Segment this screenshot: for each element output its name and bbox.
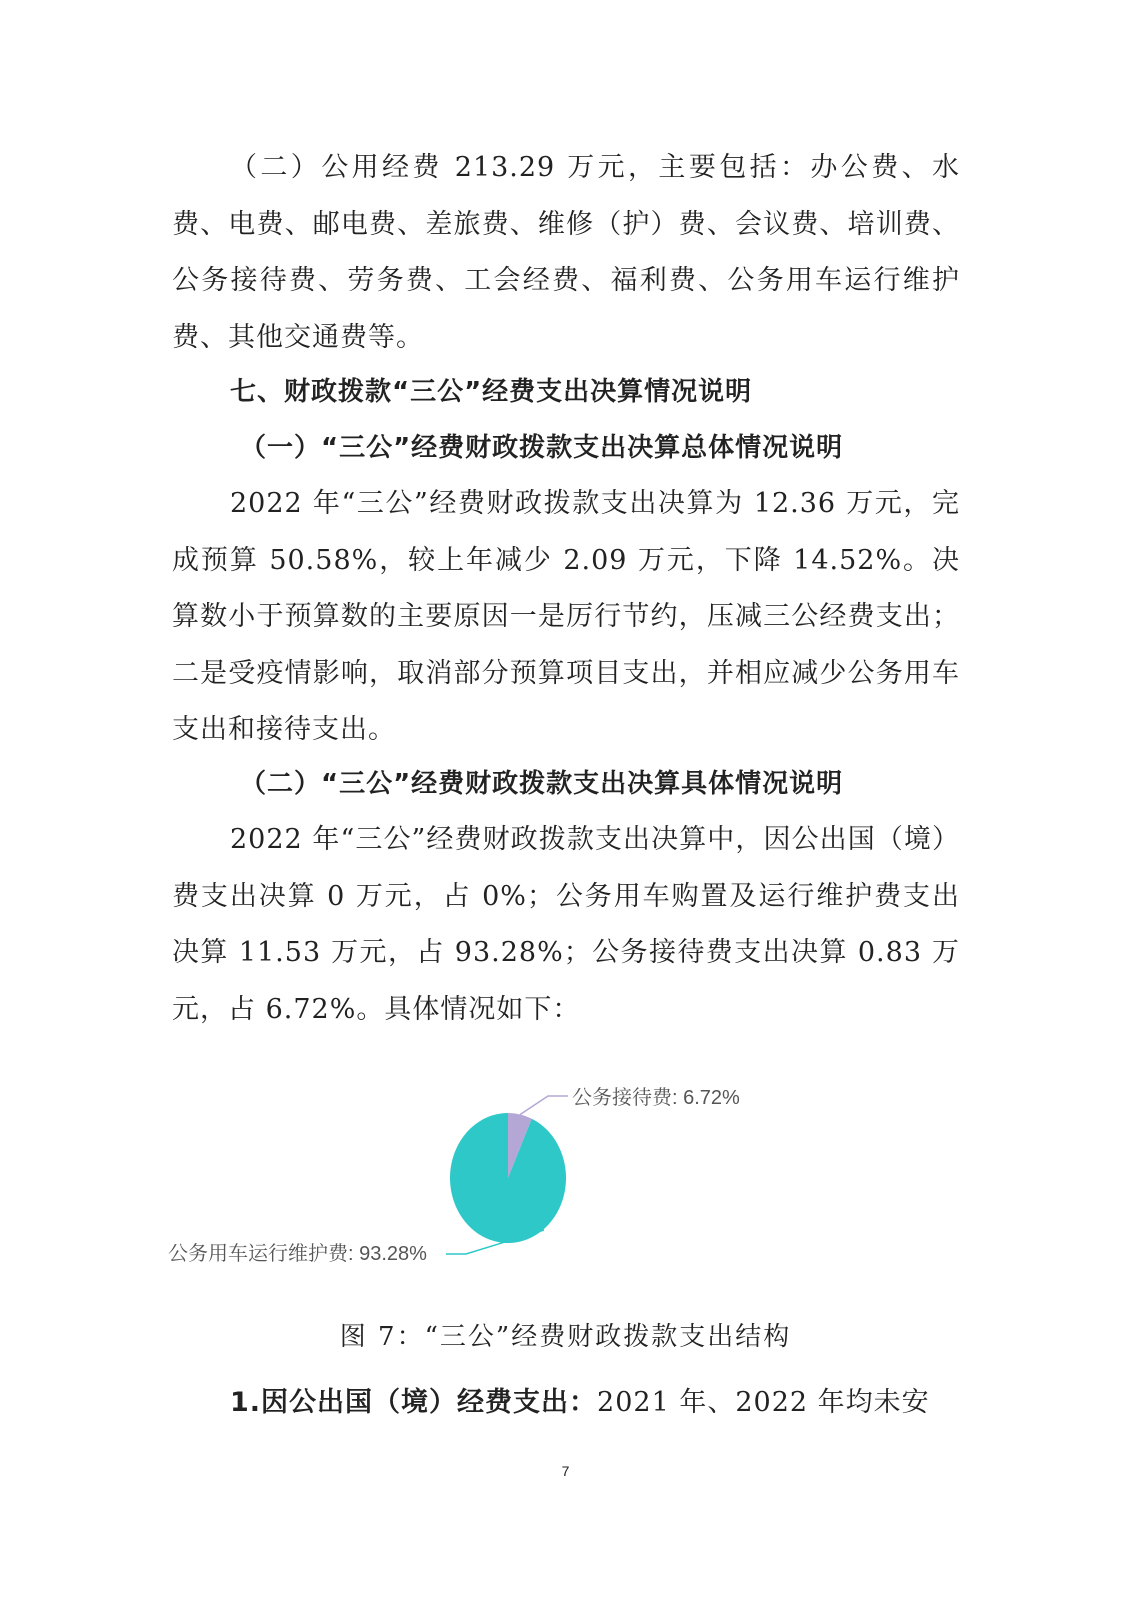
paragraph-public-expenses: （二）公用经费 213.29 万元，主要包括：办公费、水费、电费、邮电费、差旅费、维修（护）费、会议费、培训费、公务接待费、劳务费、工会经费、福利费、公务用车运行维护费、其他交通费等。: [172, 152, 960, 353]
pie-label-vehicle: 公务用车运行维护费: 93.28%: [168, 1243, 427, 1265]
paragraph-detail: 2022 年“三公”经费财政拨款支出决算中，因公出国（境）费支出决算 0 万元，占 0%；公务用车购置及运行维护费支出决算 11.53 万元，占 93.28%；公务接待费支出决算 0.83 万元，占 6.72%。具体情况如下：: [172, 824, 960, 1025]
figure-caption: 图 7：“三公”经费财政拨款支出结构: [339, 1322, 792, 1352]
pie-chart: [160, 1070, 920, 1300]
item-lead: 1.因公出国（境）经费支出：: [230, 1387, 598, 1418]
pie-slices: [450, 1113, 566, 1243]
pie-slice-1: [450, 1113, 566, 1243]
page-number: 7: [561, 1463, 570, 1479]
subheading-overall: （一）“三公”经费财政拨款支出决算总体情况说明: [240, 433, 844, 463]
subheading-detail: （二）“三公”经费财政拨款支出决算具体情况说明: [240, 769, 844, 799]
section-heading-7: 七、财政拨款“三公”经费支出决算情况说明: [230, 377, 753, 407]
item-overseas-expenses: [230, 1380, 970, 1419]
pie-label-reception: 公务接待费: 6.72%: [572, 1087, 740, 1109]
pie-leader-line-0: [520, 1096, 568, 1114]
paragraph-overall: 2022 年“三公”经费财政拨款支出决算为 12.36 万元，完成预算 50.58%，较上年减少 2.09 万元，下降 14.52%。决算数小于预算数的主要原因一是厉行节约，压减三公经费支出；二是受疫情影响，取消部分预算项目支出，并相应减少公务用车支出和接待支出。: [172, 488, 960, 745]
item-text: 2021 年、2022 年均未安: [597, 1387, 930, 1418]
